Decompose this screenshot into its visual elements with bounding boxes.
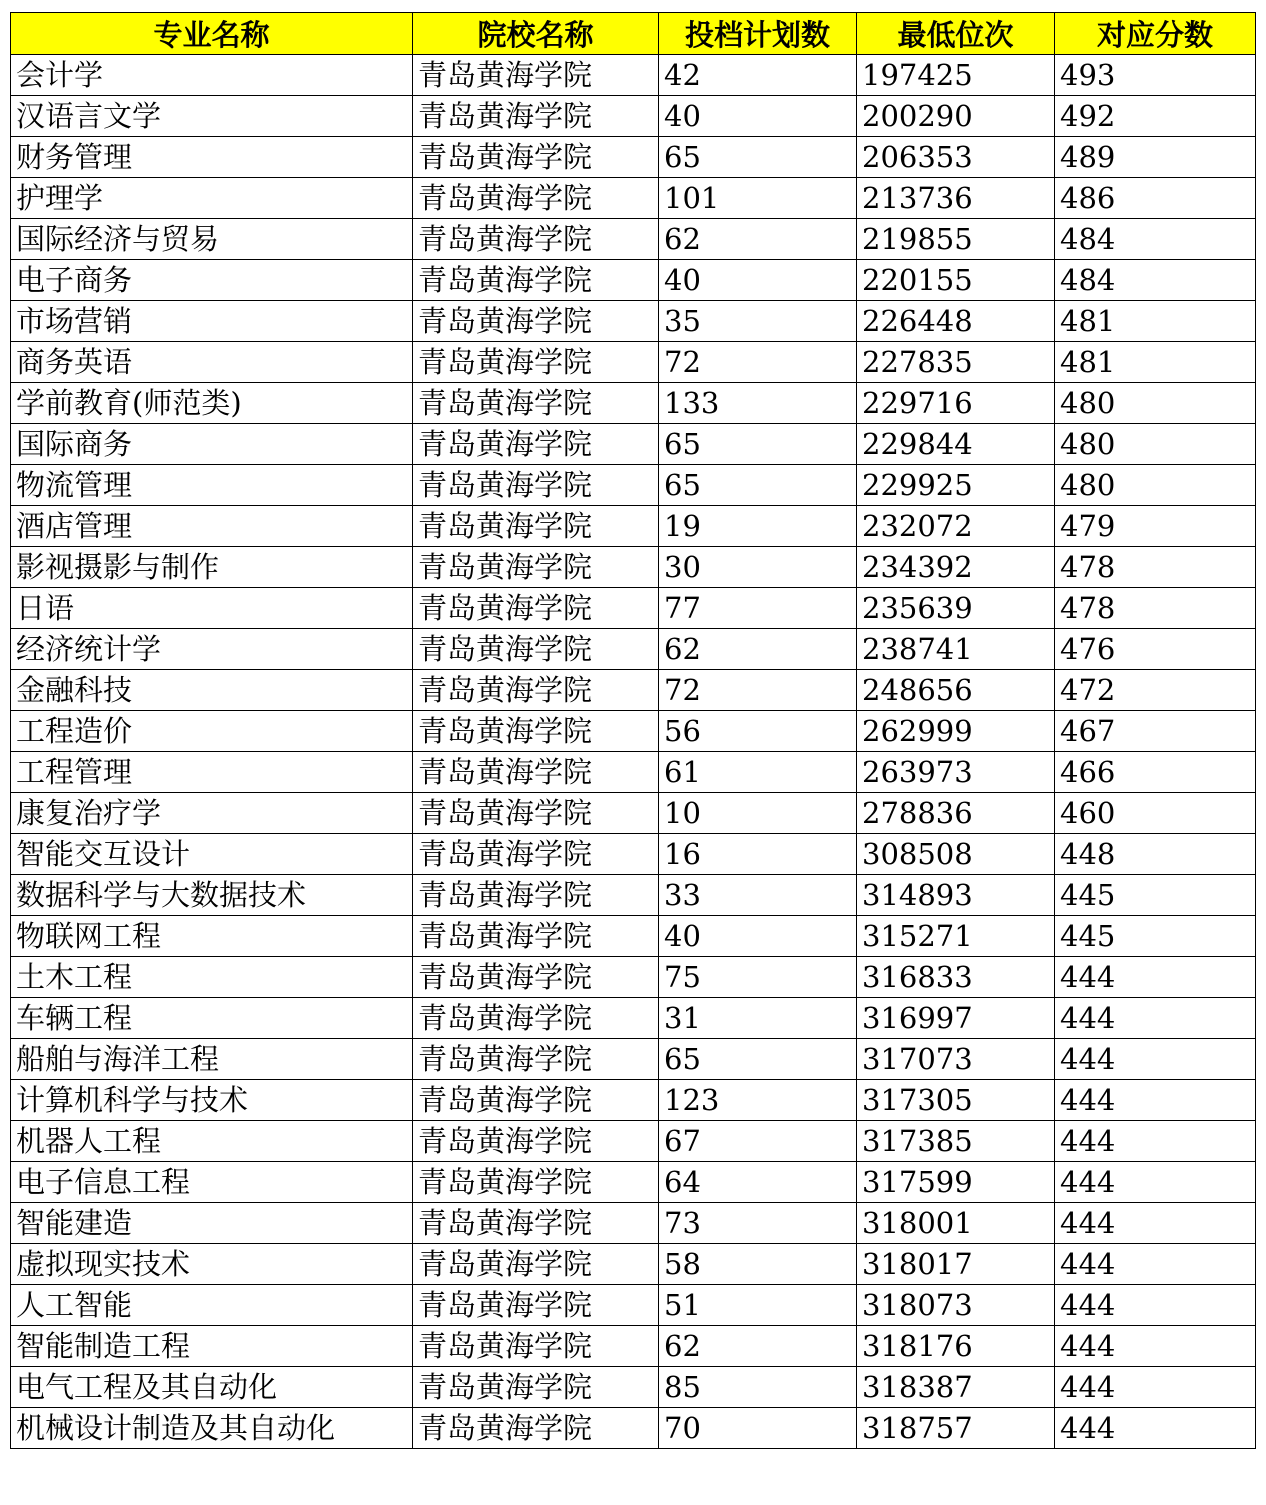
table-row — [11, 1121, 1256, 1162]
cell-score: 493 — [1055, 55, 1256, 96]
header-row — [11, 13, 1256, 55]
cell-lowest-rank: 227835 — [857, 342, 1055, 383]
cell-school-name: 青岛黄海学院 — [413, 711, 659, 752]
cell-score: 492 — [1055, 96, 1256, 137]
cell-major-name: 机器人工程 — [11, 1121, 413, 1162]
cell-school-name: 青岛黄海学院 — [413, 55, 659, 96]
cell-major-name: 学前教育(师范类) — [11, 383, 413, 424]
cell-planned-quota: 73 — [659, 1203, 857, 1244]
cell-planned-quota: 77 — [659, 588, 857, 629]
cell-score: 478 — [1055, 547, 1256, 588]
cell-lowest-rank: 318001 — [857, 1203, 1055, 1244]
table-row — [11, 1039, 1256, 1080]
cell-lowest-rank: 278836 — [857, 793, 1055, 834]
cell-planned-quota: 42 — [659, 55, 857, 96]
table-row — [11, 506, 1256, 547]
cell-major-name: 计算机科学与技术 — [11, 1080, 413, 1121]
cell-lowest-rank: 262999 — [857, 711, 1055, 752]
cell-school-name: 青岛黄海学院 — [413, 1326, 659, 1367]
cell-school-name: 青岛黄海学院 — [413, 834, 659, 875]
cell-major-name: 工程造价 — [11, 711, 413, 752]
table-row — [11, 465, 1256, 506]
cell-planned-quota: 51 — [659, 1285, 857, 1326]
cell-score: 489 — [1055, 137, 1256, 178]
cell-planned-quota: 16 — [659, 834, 857, 875]
cell-major-name: 商务英语 — [11, 342, 413, 383]
cell-score: 478 — [1055, 588, 1256, 629]
cell-lowest-rank: 318017 — [857, 1244, 1055, 1285]
table-row — [11, 752, 1256, 793]
cell-major-name: 数据科学与大数据技术 — [11, 875, 413, 916]
cell-lowest-rank: 235639 — [857, 588, 1055, 629]
cell-school-name: 青岛黄海学院 — [413, 342, 659, 383]
cell-major-name: 电气工程及其自动化 — [11, 1367, 413, 1408]
header-planned-quota: 投档计划数 — [659, 13, 857, 55]
cell-major-name: 日语 — [11, 588, 413, 629]
cell-school-name: 青岛黄海学院 — [413, 1203, 659, 1244]
cell-planned-quota: 62 — [659, 1326, 857, 1367]
table-row — [11, 55, 1256, 96]
cell-major-name: 物流管理 — [11, 465, 413, 506]
table-row — [11, 793, 1256, 834]
header-school-name: 院校名称 — [413, 13, 659, 55]
cell-major-name: 土木工程 — [11, 957, 413, 998]
cell-lowest-rank: 317073 — [857, 1039, 1055, 1080]
cell-school-name: 青岛黄海学院 — [413, 465, 659, 506]
cell-school-name: 青岛黄海学院 — [413, 1080, 659, 1121]
cell-school-name: 青岛黄海学院 — [413, 506, 659, 547]
table-row — [11, 998, 1256, 1039]
table-row — [11, 957, 1256, 998]
cell-score: 444 — [1055, 998, 1256, 1039]
header-score: 对应分数 — [1055, 13, 1256, 55]
cell-planned-quota: 70 — [659, 1408, 857, 1449]
cell-score: 481 — [1055, 342, 1256, 383]
cell-score: 479 — [1055, 506, 1256, 547]
cell-planned-quota: 64 — [659, 1162, 857, 1203]
table-row — [11, 1244, 1256, 1285]
cell-score: 444 — [1055, 1326, 1256, 1367]
table-row — [11, 834, 1256, 875]
cell-score: 444 — [1055, 1408, 1256, 1449]
cell-lowest-rank: 229925 — [857, 465, 1055, 506]
cell-major-name: 酒店管理 — [11, 506, 413, 547]
cell-lowest-rank: 229844 — [857, 424, 1055, 465]
cell-major-name: 人工智能 — [11, 1285, 413, 1326]
cell-planned-quota: 133 — [659, 383, 857, 424]
cell-planned-quota: 40 — [659, 916, 857, 957]
cell-lowest-rank: 197425 — [857, 55, 1055, 96]
cell-school-name: 青岛黄海学院 — [413, 383, 659, 424]
cell-score: 481 — [1055, 301, 1256, 342]
cell-major-name: 国际经济与贸易 — [11, 219, 413, 260]
cell-lowest-rank: 316997 — [857, 998, 1055, 1039]
cell-major-name: 会计学 — [11, 55, 413, 96]
cell-score: 444 — [1055, 1367, 1256, 1408]
cell-score: 480 — [1055, 383, 1256, 424]
cell-score: 484 — [1055, 219, 1256, 260]
cell-major-name: 船舶与海洋工程 — [11, 1039, 413, 1080]
cell-lowest-rank: 315271 — [857, 916, 1055, 957]
table-row — [11, 219, 1256, 260]
table-row — [11, 547, 1256, 588]
cell-lowest-rank: 308508 — [857, 834, 1055, 875]
table-row — [11, 1285, 1256, 1326]
cell-lowest-rank: 213736 — [857, 178, 1055, 219]
table-row — [11, 1080, 1256, 1121]
cell-planned-quota: 65 — [659, 424, 857, 465]
cell-school-name: 青岛黄海学院 — [413, 301, 659, 342]
cell-school-name: 青岛黄海学院 — [413, 793, 659, 834]
table-row — [11, 916, 1256, 957]
table-row — [11, 1326, 1256, 1367]
cell-planned-quota: 65 — [659, 465, 857, 506]
table-row — [11, 629, 1256, 670]
table-row — [11, 1203, 1256, 1244]
cell-major-name: 工程管理 — [11, 752, 413, 793]
cell-score: 444 — [1055, 1285, 1256, 1326]
cell-school-name: 青岛黄海学院 — [413, 588, 659, 629]
cell-school-name: 青岛黄海学院 — [413, 547, 659, 588]
cell-planned-quota: 61 — [659, 752, 857, 793]
cell-major-name: 市场营销 — [11, 301, 413, 342]
cell-score: 480 — [1055, 424, 1256, 465]
cell-score: 480 — [1055, 465, 1256, 506]
cell-planned-quota: 75 — [659, 957, 857, 998]
cell-school-name: 青岛黄海学院 — [413, 670, 659, 711]
cell-score: 444 — [1055, 1162, 1256, 1203]
cell-school-name: 青岛黄海学院 — [413, 875, 659, 916]
cell-score: 486 — [1055, 178, 1256, 219]
cell-school-name: 青岛黄海学院 — [413, 1162, 659, 1203]
cell-lowest-rank: 234392 — [857, 547, 1055, 588]
cell-lowest-rank: 318387 — [857, 1367, 1055, 1408]
cell-score: 484 — [1055, 260, 1256, 301]
cell-score: 444 — [1055, 1121, 1256, 1162]
cell-lowest-rank: 317305 — [857, 1080, 1055, 1121]
cell-major-name: 物联网工程 — [11, 916, 413, 957]
cell-planned-quota: 67 — [659, 1121, 857, 1162]
cell-major-name: 国际商务 — [11, 424, 413, 465]
table-row — [11, 1408, 1256, 1449]
admission-table — [10, 12, 1256, 1449]
cell-school-name: 青岛黄海学院 — [413, 629, 659, 670]
cell-school-name: 青岛黄海学院 — [413, 752, 659, 793]
cell-score: 472 — [1055, 670, 1256, 711]
cell-lowest-rank: 220155 — [857, 260, 1055, 301]
cell-planned-quota: 56 — [659, 711, 857, 752]
cell-school-name: 青岛黄海学院 — [413, 178, 659, 219]
table-body — [11, 55, 1256, 1449]
cell-lowest-rank: 238741 — [857, 629, 1055, 670]
table-row — [11, 178, 1256, 219]
cell-major-name: 智能交互设计 — [11, 834, 413, 875]
cell-lowest-rank: 226448 — [857, 301, 1055, 342]
cell-planned-quota: 101 — [659, 178, 857, 219]
cell-planned-quota: 62 — [659, 219, 857, 260]
cell-school-name: 青岛黄海学院 — [413, 957, 659, 998]
cell-planned-quota: 31 — [659, 998, 857, 1039]
cell-planned-quota: 30 — [659, 547, 857, 588]
cell-major-name: 虚拟现实技术 — [11, 1244, 413, 1285]
cell-major-name: 电子商务 — [11, 260, 413, 301]
table-row — [11, 588, 1256, 629]
cell-score: 444 — [1055, 1080, 1256, 1121]
cell-planned-quota: 62 — [659, 629, 857, 670]
cell-school-name: 青岛黄海学院 — [413, 424, 659, 465]
table-row — [11, 1162, 1256, 1203]
cell-planned-quota: 10 — [659, 793, 857, 834]
cell-lowest-rank: 318757 — [857, 1408, 1055, 1449]
table-row — [11, 260, 1256, 301]
cell-school-name: 青岛黄海学院 — [413, 1408, 659, 1449]
cell-planned-quota: 40 — [659, 96, 857, 137]
table-row — [11, 424, 1256, 465]
cell-score: 444 — [1055, 1039, 1256, 1080]
cell-school-name: 青岛黄海学院 — [413, 1285, 659, 1326]
cell-school-name: 青岛黄海学院 — [413, 1367, 659, 1408]
cell-major-name: 机械设计制造及其自动化 — [11, 1408, 413, 1449]
table-row — [11, 875, 1256, 916]
cell-school-name: 青岛黄海学院 — [413, 1039, 659, 1080]
cell-school-name: 青岛黄海学院 — [413, 96, 659, 137]
cell-lowest-rank: 316833 — [857, 957, 1055, 998]
cell-score: 467 — [1055, 711, 1256, 752]
cell-school-name: 青岛黄海学院 — [413, 219, 659, 260]
cell-score: 476 — [1055, 629, 1256, 670]
cell-lowest-rank: 318176 — [857, 1326, 1055, 1367]
cell-score: 444 — [1055, 957, 1256, 998]
cell-lowest-rank: 229716 — [857, 383, 1055, 424]
cell-major-name: 车辆工程 — [11, 998, 413, 1039]
cell-lowest-rank: 200290 — [857, 96, 1055, 137]
cell-school-name: 青岛黄海学院 — [413, 260, 659, 301]
table-row — [11, 342, 1256, 383]
cell-major-name: 电子信息工程 — [11, 1162, 413, 1203]
cell-planned-quota: 33 — [659, 875, 857, 916]
table-row — [11, 711, 1256, 752]
cell-planned-quota: 40 — [659, 260, 857, 301]
cell-major-name: 智能建造 — [11, 1203, 413, 1244]
cell-lowest-rank: 232072 — [857, 506, 1055, 547]
cell-major-name: 金融科技 — [11, 670, 413, 711]
cell-planned-quota: 65 — [659, 137, 857, 178]
cell-lowest-rank: 317599 — [857, 1162, 1055, 1203]
cell-major-name: 经济统计学 — [11, 629, 413, 670]
header-lowest-rank: 最低位次 — [857, 13, 1055, 55]
table-row — [11, 670, 1256, 711]
cell-major-name: 康复治疗学 — [11, 793, 413, 834]
table-row — [11, 383, 1256, 424]
cell-lowest-rank: 248656 — [857, 670, 1055, 711]
cell-lowest-rank: 263973 — [857, 752, 1055, 793]
cell-planned-quota: 85 — [659, 1367, 857, 1408]
cell-planned-quota: 19 — [659, 506, 857, 547]
table-row — [11, 96, 1256, 137]
table-row — [11, 137, 1256, 178]
cell-lowest-rank: 314893 — [857, 875, 1055, 916]
cell-major-name: 财务管理 — [11, 137, 413, 178]
cell-lowest-rank: 317385 — [857, 1121, 1055, 1162]
cell-major-name: 智能制造工程 — [11, 1326, 413, 1367]
cell-score: 460 — [1055, 793, 1256, 834]
cell-planned-quota: 123 — [659, 1080, 857, 1121]
cell-lowest-rank: 219855 — [857, 219, 1055, 260]
cell-lowest-rank: 206353 — [857, 137, 1055, 178]
cell-major-name: 影视摄影与制作 — [11, 547, 413, 588]
cell-planned-quota: 72 — [659, 670, 857, 711]
cell-school-name: 青岛黄海学院 — [413, 916, 659, 957]
cell-major-name: 护理学 — [11, 178, 413, 219]
cell-score: 448 — [1055, 834, 1256, 875]
cell-score: 445 — [1055, 875, 1256, 916]
cell-school-name: 青岛黄海学院 — [413, 137, 659, 178]
cell-school-name: 青岛黄海学院 — [413, 1121, 659, 1162]
table-row — [11, 1367, 1256, 1408]
cell-planned-quota: 72 — [659, 342, 857, 383]
cell-planned-quota: 35 — [659, 301, 857, 342]
header-major-name: 专业名称 — [11, 13, 413, 55]
table-row — [11, 301, 1256, 342]
cell-score: 445 — [1055, 916, 1256, 957]
cell-planned-quota: 58 — [659, 1244, 857, 1285]
cell-school-name: 青岛黄海学院 — [413, 1244, 659, 1285]
cell-planned-quota: 65 — [659, 1039, 857, 1080]
cell-lowest-rank: 318073 — [857, 1285, 1055, 1326]
cell-school-name: 青岛黄海学院 — [413, 998, 659, 1039]
cell-score: 466 — [1055, 752, 1256, 793]
cell-score: 444 — [1055, 1203, 1256, 1244]
cell-major-name: 汉语言文学 — [11, 96, 413, 137]
cell-score: 444 — [1055, 1244, 1256, 1285]
